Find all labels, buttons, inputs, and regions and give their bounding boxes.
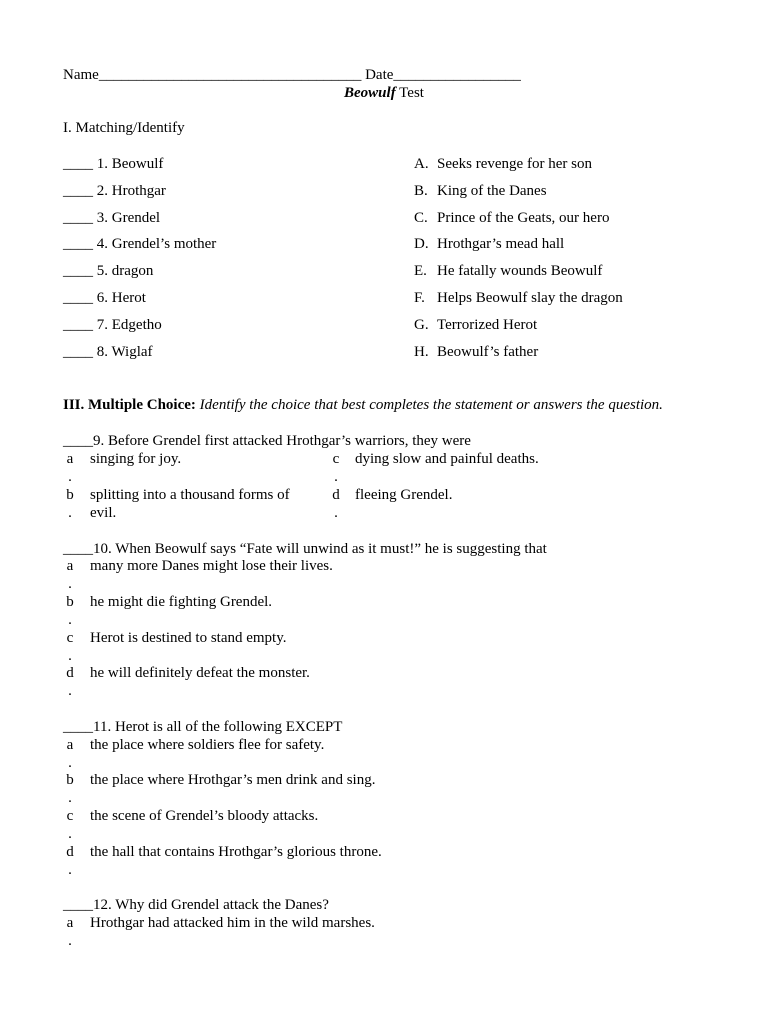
option-text[interactable]: many more Danes might lose their lives. [90, 558, 333, 574]
choice-letter: E. [414, 263, 427, 279]
choice-letter: D. [414, 236, 429, 252]
title-italic: Beowulf [344, 85, 396, 101]
option-letter: b . [66, 594, 74, 628]
choice-text: Helps Beowulf slay the dragon [437, 290, 623, 306]
option-letter: d . [332, 487, 340, 521]
choice-text: He fatally wounds Beowulf [437, 263, 603, 279]
choice-text: Hrothgar’s mead hall [437, 236, 565, 252]
option-letter: a . [66, 915, 74, 949]
option-letter: a . [66, 737, 74, 771]
page-title [0, 84, 768, 102]
section3-title: III. Multiple Choice: [63, 397, 196, 413]
question-stem[interactable]: ____10. When Beowulf says “Fate will unwind as it must!” he is suggesting that [63, 541, 547, 557]
choice-text: Seeks revenge for her son [437, 156, 592, 172]
option-text[interactable]: singing for joy. [90, 451, 182, 467]
matching-item[interactable]: ____ 2. Hrothgar [63, 183, 166, 199]
option-text[interactable]: dying slow and painful deaths. [355, 451, 539, 467]
option-text[interactable]: fleeing Grendel. [355, 487, 453, 503]
date-label: Date [365, 67, 394, 83]
choice-letter: A. [414, 156, 429, 172]
matching-choice [414, 343, 538, 361]
choice-text: Terrorized Herot [437, 317, 538, 333]
question-stem[interactable]: ____11. Herot is all of the following EXCEPT [63, 719, 343, 735]
choice-letter: G. [414, 317, 429, 333]
matching-choice [414, 262, 602, 280]
matching-choice [414, 182, 547, 200]
matching-item[interactable]: ____ 1. Beowulf [63, 156, 164, 172]
question-stem[interactable]: ____9. Before Grendel first attacked Hrothgar’s warriors, they were [63, 433, 471, 449]
matching-item[interactable]: ____ 6. Herot [63, 290, 146, 306]
question-stem[interactable]: ____12. Why did Grendel attack the Danes? [63, 897, 329, 913]
option-letter: b . [66, 772, 74, 806]
choice-letter: C. [414, 210, 428, 226]
choice-letter: F. [414, 290, 425, 306]
option-letter: b . [66, 487, 74, 521]
option-text[interactable]: Hrothgar had attacked him in the wild marshes. [90, 915, 375, 931]
matching-item[interactable]: ____ 4. Grendel’s mother [63, 236, 217, 252]
choice-letter: B. [414, 183, 428, 199]
option-text[interactable]: the hall that contains Hrothgar’s glorious throne. [90, 844, 382, 860]
option-letter: a . [66, 558, 74, 592]
matching-item[interactable]: ____ 5. dragon [63, 263, 154, 279]
option-letter: d . [66, 844, 74, 878]
option-letter: c . [66, 808, 74, 842]
name-date-line [63, 66, 521, 84]
option-text[interactable]: Herot is destined to stand empty. [90, 630, 287, 646]
option-text[interactable]: he will definitely defeat the monster. [90, 665, 310, 681]
option-letter: c . [66, 630, 74, 664]
choice-text: Beowulf’s father [437, 344, 539, 360]
section3-heading [63, 396, 663, 414]
matching-choice [414, 209, 609, 227]
choice-text: Prince of the Geats, our hero [437, 210, 610, 226]
date-blank[interactable]: _________________ [393, 67, 521, 83]
matching-choice [414, 289, 623, 307]
matching-item[interactable]: ____ 3. Grendel [63, 210, 161, 226]
name-blank[interactable]: ___________________________________ [98, 67, 362, 83]
option-letter: a . [66, 451, 74, 485]
option-letter: d . [66, 665, 74, 699]
name-label: Name [63, 67, 99, 83]
matching-choice [414, 316, 537, 334]
matching-choice [414, 235, 564, 253]
section1-heading: I. Matching/Identify [63, 120, 185, 136]
choice-text: King of the Danes [437, 183, 547, 199]
option-letter: c . [332, 451, 340, 485]
option-text[interactable]: the place where Hrothgar’s men drink and sing. [90, 772, 376, 788]
option-text[interactable]: the place where soldiers flee for safety. [90, 737, 325, 753]
matching-item[interactable]: ____ 7. Edgetho [63, 317, 162, 333]
option-text[interactable]: he might die fighting Grendel. [90, 594, 273, 610]
matching-item[interactable]: ____ 8. Wiglaf [63, 344, 153, 360]
matching-choice [414, 155, 592, 173]
option-text[interactable]: splitting into a thousand forms of evil. [90, 487, 290, 521]
section3-instruction: Identify the choice that best completes the statement or answers the question. [199, 397, 663, 413]
title-rest: Test [395, 85, 424, 101]
option-text[interactable]: the scene of Grendel’s bloody attacks. [90, 808, 319, 824]
choice-letter: H. [414, 344, 429, 360]
